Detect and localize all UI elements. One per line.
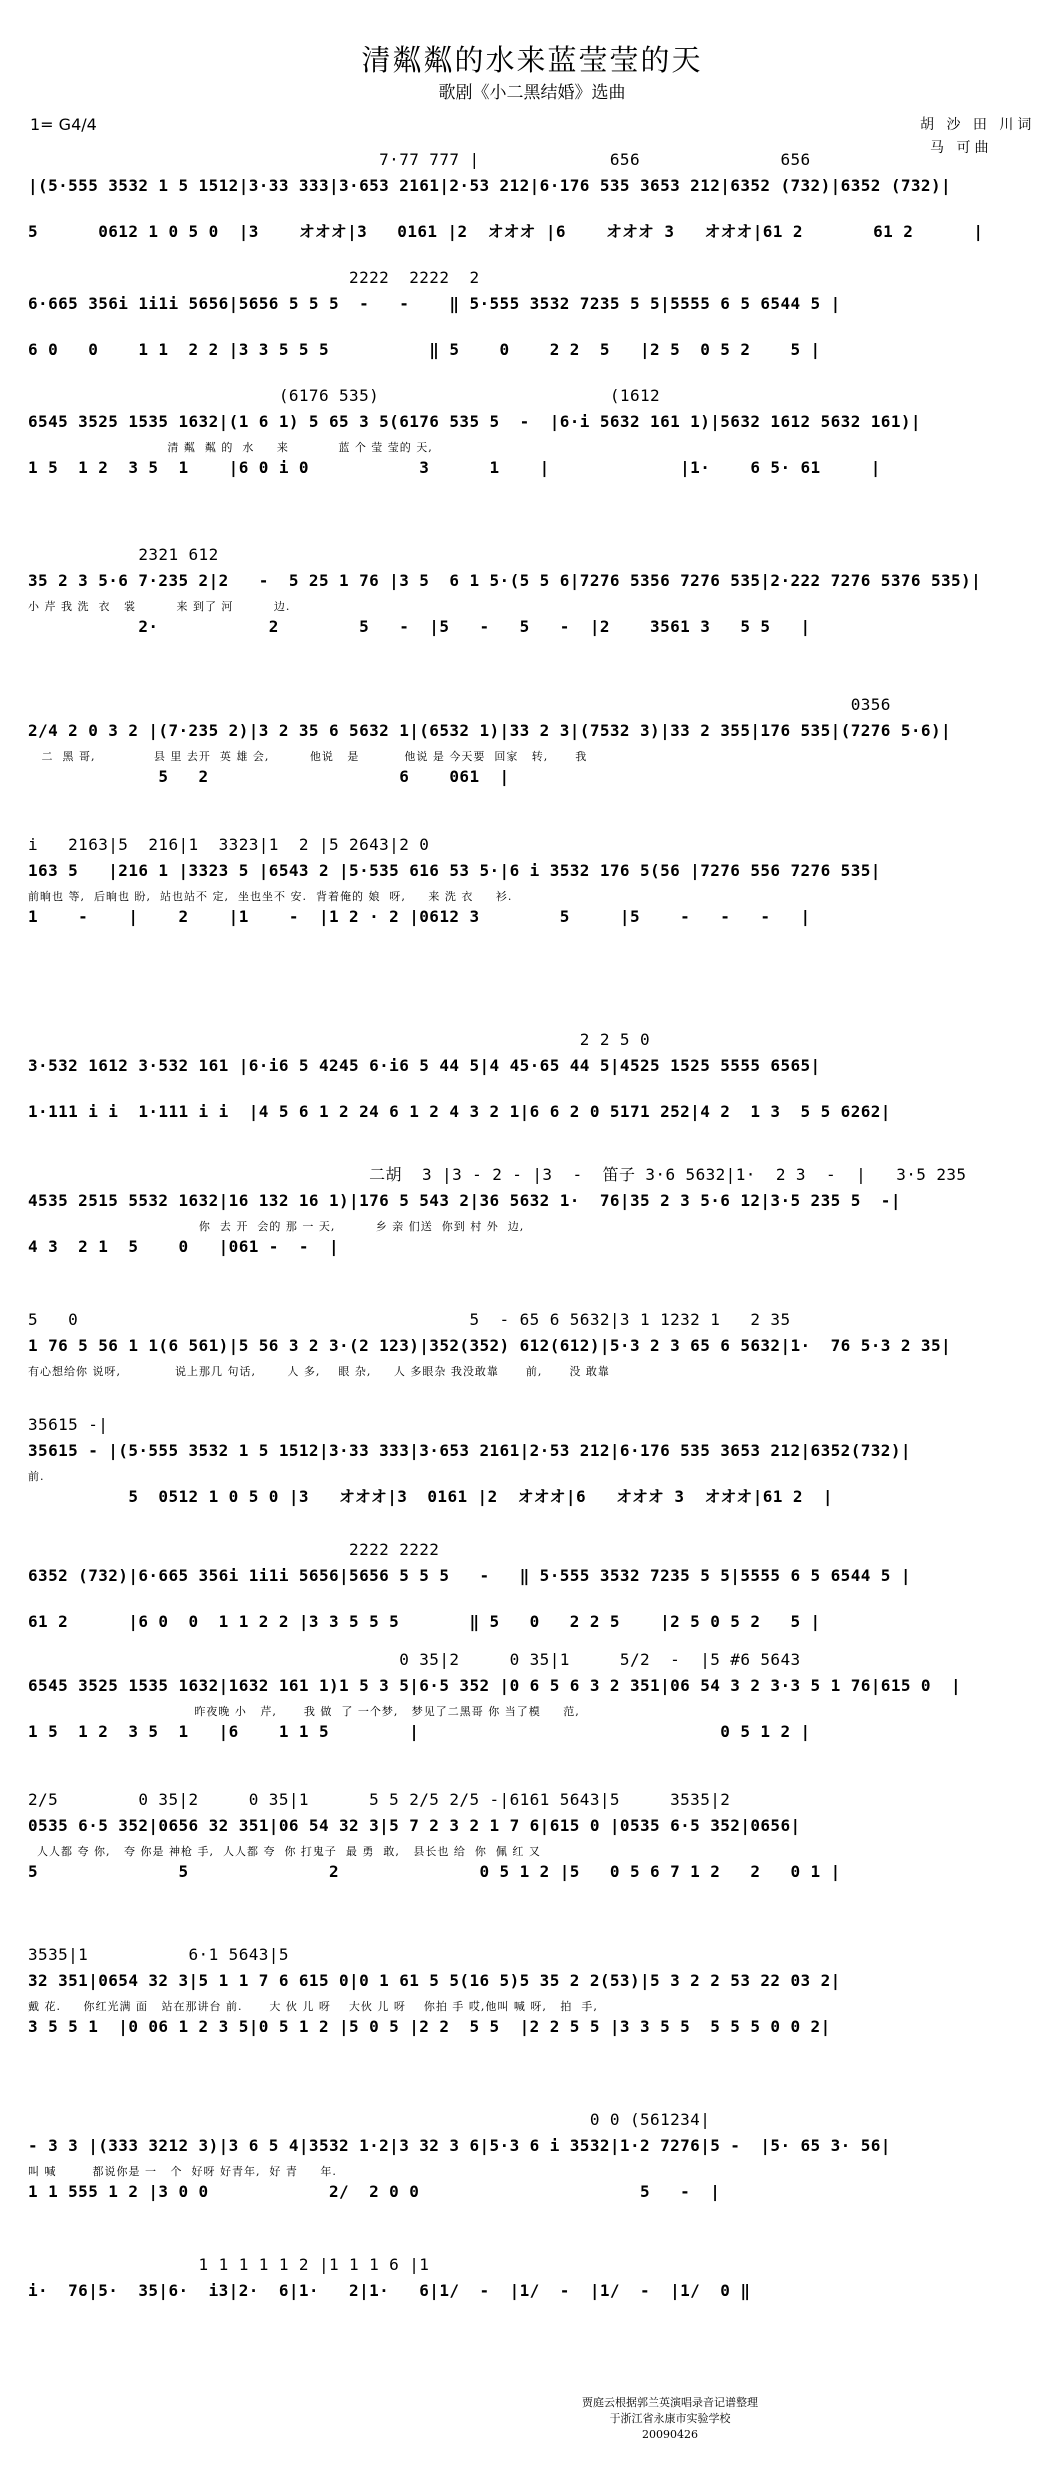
accompaniment-line: 61 2 |6 0 0 1 1 2 2 |3 3 5 5 5 ‖ 5 0 2 2 5 |2 5 0 5 2 5 | bbox=[28, 1612, 821, 1631]
lyric-line: 前. bbox=[28, 1470, 45, 1483]
upper-voice: 35615 -| bbox=[28, 1415, 109, 1434]
staff-system-10 bbox=[28, 1415, 1040, 1525]
accompaniment-line: 1 5 1 2 3 5 1 |6 1 1 5 | 0 5 1 2 | bbox=[28, 1722, 811, 1741]
upper-voice: 1 1 1 1 1 2 |1 1 1 6 |1 bbox=[28, 2255, 430, 2274]
staff-system-14 bbox=[28, 1945, 1040, 2055]
accompaniment-line: 5 0512 1 0 5 0 |3 オオオ|3 0161 |2 オオオ|6 オオオ 3 オオオ|61 2 | bbox=[28, 1487, 833, 1506]
lyricist-credit: 胡 沙 田 川词 bbox=[920, 117, 1036, 133]
melody-line: 35 2 3 5·6 7·235 2|2 - 5 25 1 76 |3 5 6 1 5·(5 5 6|7276 5356 7276 535|2·222 7276 5376 535)| bbox=[28, 571, 982, 590]
staff-system-9 bbox=[28, 1310, 1040, 1420]
accompaniment-line: 1 5 1 2 3 5 1 |6 0 i 0 3 1 | |1· 6 5· 61 | bbox=[28, 458, 881, 477]
melody-line: 0535 6·5 352|0656 32 351|06 54 32 3|5 7 2 3 2 1 7 6|615 0 |0535 6·5 352|0656| bbox=[28, 1816, 801, 1835]
staff-system-13 bbox=[28, 1790, 1040, 1900]
staff-system-7 bbox=[28, 1030, 1040, 1140]
upper-voice: 2222 2222 bbox=[28, 1540, 440, 1559]
accompaniment-line: 5 2 6 061 | bbox=[28, 767, 911, 786]
melody-line: 6545 3525 1535 1632|1632 161 1)1 5 3 5|6·5 352 |0 6 5 6 3 2 351|06 54 3 2 3·3 5 1 76|615 0 | bbox=[28, 1676, 962, 1695]
melody-line: i· 76|5· 35|6· i3|2· 6|1· 2|1· 6|1/ - |1/ - |1/ - |1/ 0 ‖ bbox=[28, 2281, 751, 2300]
accompaniment-line: 6 0 0 1 1 2 2 |3 3 5 5 5 ‖ 5 0 2 2 5 |2 5 0 5 2 5 | bbox=[28, 340, 821, 359]
upper-voice: 7·77 777 | 656 656 bbox=[28, 150, 811, 169]
upper-voice: 2/5 0 35|2 0 35|1 5 5 2/5 2/5 -|6161 5643|5 3535|2 bbox=[28, 1790, 731, 1809]
upper-voice: 0 35|2 0 35|1 5/2 - |5 #6 5643 bbox=[28, 1650, 801, 1669]
staff-system-4 bbox=[28, 545, 1040, 655]
lyric-line: 昨夜晚 小 芹, 我 做 了 一个梦, 梦见了二黑哥 你 当了模 范, bbox=[28, 1705, 580, 1718]
staff-system-5 bbox=[28, 695, 1040, 805]
lyric-line: 小 芹 我 洗 衣 裳 来 到了 河 边. bbox=[28, 600, 291, 613]
composer-credit: 马 可曲 bbox=[930, 140, 993, 156]
melody-line: 6·665 356i 1i1i 5656|5656 5 5 5 - - ‖ 5·555 3532 7235 5 5|5555 6 5 6544 5 | bbox=[28, 294, 841, 313]
melody-line: 1 76 5 56 1 1(6 561)|5 56 3 2 3·(2 123)|352(352) 612(612)|5·3 2 3 65 6 5632|1· 76 5·3 2 35| bbox=[28, 1336, 952, 1355]
upper-voice: 0 0 (561234| bbox=[28, 2110, 711, 2129]
melody-line: |(5·555 3532 1 5 1512|3·33 333|3·653 2161|2·53 212|6·176 535 3653 212|6352 (732)|6352 (732)| bbox=[28, 176, 952, 195]
staff-system-8 bbox=[28, 1165, 1040, 1275]
accompaniment-line: 5 5 2 0 5 1 2 |5 0 5 6 7 1 2 2 0 1 | bbox=[28, 1862, 841, 1881]
upper-voice: 0356 bbox=[28, 695, 891, 714]
melody-line: - 3 3 |(333 3212 3)|3 6 5 4|3532 1·2|3 32 3 6|5·3 6 i 3532|1·2 7276|5 - |5· 65 3· 56| bbox=[28, 2136, 891, 2155]
accompaniment-line: 1 1 555 1 2 |3 0 0 2/ 2 0 0 5 - | bbox=[28, 2182, 721, 2201]
staff-system-2 bbox=[28, 268, 1040, 378]
melody-line: 6352 (732)|6·665 356i 1i1i 5656|5656 5 5 5 - ‖ 5·555 3532 7235 5 5|5555 6 5 6544 5 | bbox=[28, 1566, 911, 1585]
date-note: 20090426 bbox=[642, 2428, 698, 2441]
upper-voice: 2321 612 bbox=[28, 545, 219, 564]
song-subtitle: 歌剧《小二黑结婚》选曲 bbox=[438, 83, 626, 103]
song-title: 清粼粼的水来蓝莹莹的天 bbox=[361, 43, 703, 77]
accompaniment-line: 2· 2 5 - |5 - 5 - |2 3561 3 5 5 | bbox=[28, 617, 811, 636]
melody-line: 35615 - |(5·555 3532 1 5 1512|3·33 333|3·653 2161|2·53 212|6·176 535 3653 212|6352(732)| bbox=[28, 1441, 911, 1460]
transcription-footer bbox=[520, 2395, 820, 2443]
lyric-line: 戴 花. 你红光满 面 站在那讲台 前. 大 伙 儿 呀 大伙 儿 呀 你拍 手 哎,他叫 喊 呀, 拍 手, bbox=[28, 2000, 598, 2013]
lyric-line: 你 去 开 会的 那 一 天, 乡 亲 们送 你到 村 外 边, bbox=[28, 1220, 525, 1233]
melody-line: 163 5 |216 1 |3323 5 |6543 2 |5·535 616 53 5·|6 i 3532 176 5(56 |7276 556 7276 535| bbox=[28, 861, 881, 880]
staff-system-3 bbox=[28, 386, 1040, 496]
staff-system-15 bbox=[28, 2110, 1040, 2220]
accompaniment-line: 5 0612 1 0 5 0 |3 オオオ|3 0161 |2 オオオ |6 オオオ 3 オオオ|61 2 61 2 | bbox=[28, 222, 984, 241]
lyric-line: 清 粼 粼 的 水 来 蓝 个 莹 莹的 天, bbox=[28, 441, 433, 454]
upper-voice: 2 2 5 0 bbox=[28, 1030, 651, 1049]
upper-voice: i 2163|5 216|1 3323|1 2 |5 2643|2 0 bbox=[28, 835, 430, 854]
melody-line: 4535 2515 5532 1632|16 132 16 1)|176 5 543 2|36 5632 1· 76|35 2 3 5·6 12|3·5 235 5 -| bbox=[28, 1191, 901, 1210]
staff-system-11 bbox=[28, 1540, 1040, 1650]
melody-line: 32 351|0654 32 3|5 1 1 7 6 615 0|0 1 61 5 5(16 5)5 35 2 2(53)|5 3 2 2 53 22 03 2| bbox=[28, 1971, 841, 1990]
lyric-line: 人人都 夸 你, 夸 你是 神枪 手, 人人都 夸 你 打鬼子 最 勇 敢, 县长也 给 你 佩 红 又 bbox=[28, 1845, 541, 1858]
melody-line: 6545 3525 1535 1632|(1 6 1) 5 65 3 5(6176 535 5 - |6·i 5632 161 1)|5632 1612 5632 161)| bbox=[28, 412, 921, 431]
lyric-line: 二 黑 哥, 县 里 去开 英 雄 会, 他说 是 他说 是 今天要 回家 转, 我 bbox=[28, 750, 588, 763]
staff-system-6 bbox=[28, 835, 1040, 945]
lyric-line: 有心想给你 说呀, 说上那几 句话, 人 多, 眼 杂, 人 多眼杂 我没敢靠 前, 没 敢靠 bbox=[28, 1365, 610, 1378]
school-note: 于浙江省永康市实验学校 bbox=[609, 2412, 731, 2425]
staff-system-1 bbox=[28, 150, 1040, 260]
staff-system-16 bbox=[28, 2255, 1040, 2365]
accompaniment-line: 3 5 5 1 |0 06 1 2 3 5|0 5 1 2 |5 0 5 |2 2 5 5 |2 2 5 5 |3 3 5 5 5 5 5 0 0 2| bbox=[28, 2017, 831, 2036]
accompaniment-line: 1 - | 2 |1 - |1 2 · 2 |0612 3 5 |5 - - - | bbox=[28, 907, 811, 926]
upper-voice: 5 0 5 - 65 6 5632|3 1 1232 1 2 35 bbox=[28, 1310, 791, 1329]
upper-voice: (6176 535) (1612 bbox=[28, 386, 661, 405]
melody-line: 3·532 1612 3·532 161 |6·i6 5 4245 6·i6 5 44 5|4 45·65 44 5|4525 1525 5555 6565| bbox=[28, 1056, 821, 1075]
upper-voice: 3535|1 6·1 5643|5 bbox=[28, 1945, 289, 1964]
accompaniment-line: 4 3 2 1 5 0 |061 - - | bbox=[28, 1237, 891, 1256]
lyric-line: 叫 喊 都说你是 一 个 好呀 好青年, 好 青 年. bbox=[28, 2165, 337, 2178]
staff-system-12 bbox=[28, 1650, 1040, 1760]
upper-voice: 2222 2222 2 bbox=[28, 268, 761, 287]
key-signature: 1= G4/4 bbox=[30, 115, 97, 134]
accompaniment-line: 1·111 i i 1·111 i i |4 5 6 1 2 24 6 1 2 4 3 2 1|6 6 2 0 5171 252|4 2 1 3 5 5 6262| bbox=[28, 1102, 891, 1121]
upper-voice: 二胡 3 |3 - 2 - |3 - 笛子 3·6 5632|1· 2 3 - | 3·5 235 bbox=[28, 1165, 967, 1184]
melody-line: 2/4 2 0 3 2 |(7·235 2)|3 2 35 6 5632 1|(6532 1)|33 2 3|(7532 3)|33 2 355|176 535|(7276 5·6)| bbox=[28, 721, 952, 740]
lyric-line: 前晌也 等, 后晌也 盼, 站也站不 定, 坐也坐不 安. 背着俺的 娘 呀, 来 洗 衣 衫. bbox=[28, 890, 513, 903]
transcriber-note: 贾庭云根据郭兰英演唱录音记谱整理 bbox=[582, 2396, 758, 2409]
